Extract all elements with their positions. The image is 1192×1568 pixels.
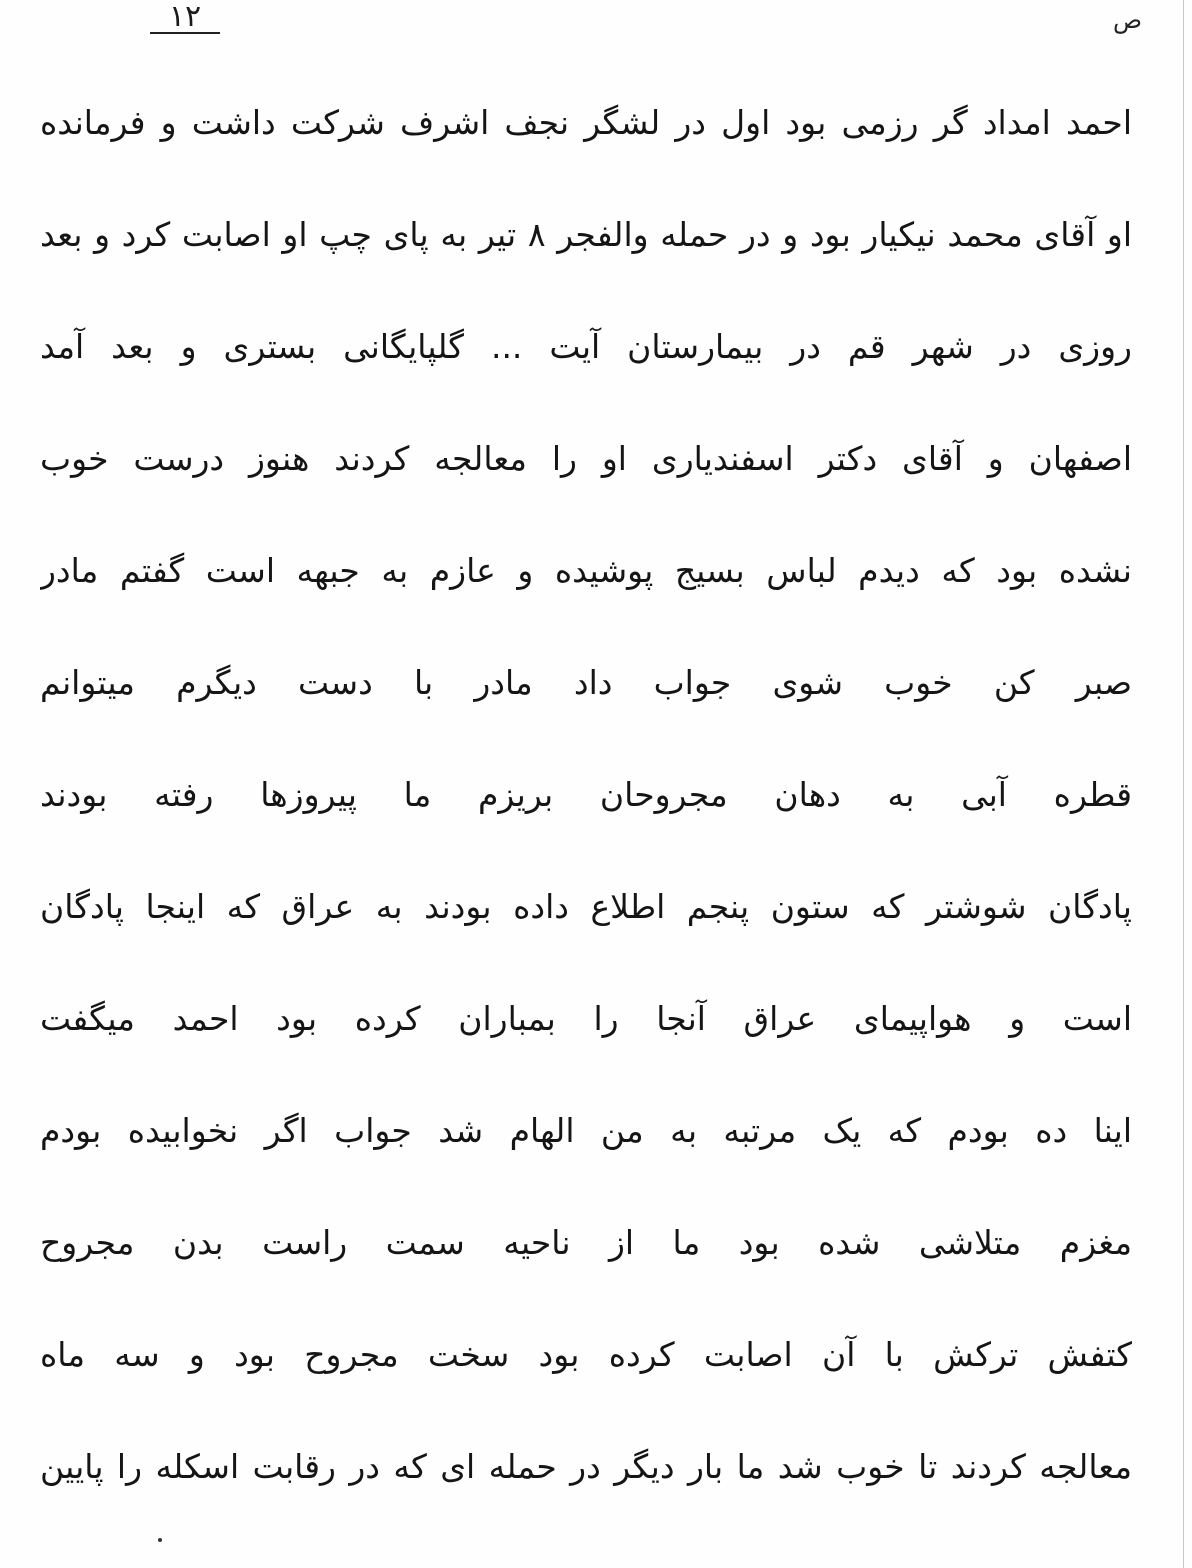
text-line-12: کتفش ترکش با آن اصابت کرده بود سخت مجروح بود و سه ماه [40,1335,1132,1374]
handwritten-text-body [40,88,1132,1544]
scan-speck [158,1538,162,1542]
text-line-1: احمد امداد گر رزمی بود اول در لشگر نجف اشرف شرکت داشت و فرمانده [40,103,1132,142]
text-line-13: معالجه کردند تا خوب شد ما بار دیگر در حمله ای که در رقابت اسکله را پایین [40,1447,1132,1486]
text-line-9: است و هواپیمای عراق آنجا را بمباران کرده بود احمد میگفت [40,999,1132,1038]
text-line-10: اینا ده بودم که یک مرتبه به من الهام شد جواب اگر نخوابیده بودم [40,1111,1132,1150]
text-line-8: پادگان شوشتر که ستون پنجم اطلاع داده بودند به عراق که اینجا پادگان [40,887,1132,926]
text-line-5: نشده بود که دیدم لباس بسیج پوشیده و عازم به جبهه است گفتم مادر [40,551,1132,590]
text-line-11: مغزم متلاشی شده بود ما از ناحیه سمت راست بدن مجروح [40,1223,1132,1262]
text-line-3: روزی در شهر قم در بیمارستان آیت ... گلپایگانی بستری و بعد آمد [40,327,1132,366]
text-line-7: قطره آبی به دهان مجروحان بریزم ما پیروزها رفته بودند [40,775,1132,814]
text-line-4: اصفهان و آقای دکتر اسفندیاری او را معالجه کردند هنوز درست خوب [40,439,1132,478]
text-line-2: او آقای محمد نیکیار بود و در حمله والفجر ۸ تیر به پای چپ او اصابت کرد و بعد [40,215,1132,254]
page-number: ۱۲ [150,2,220,34]
corner-mark: ص [1112,6,1142,34]
text-line-6: صبر کن خوب شوی جواب داد مادر با دست دیگرم میتوانم [40,663,1132,702]
scan-edge [1183,0,1184,1568]
